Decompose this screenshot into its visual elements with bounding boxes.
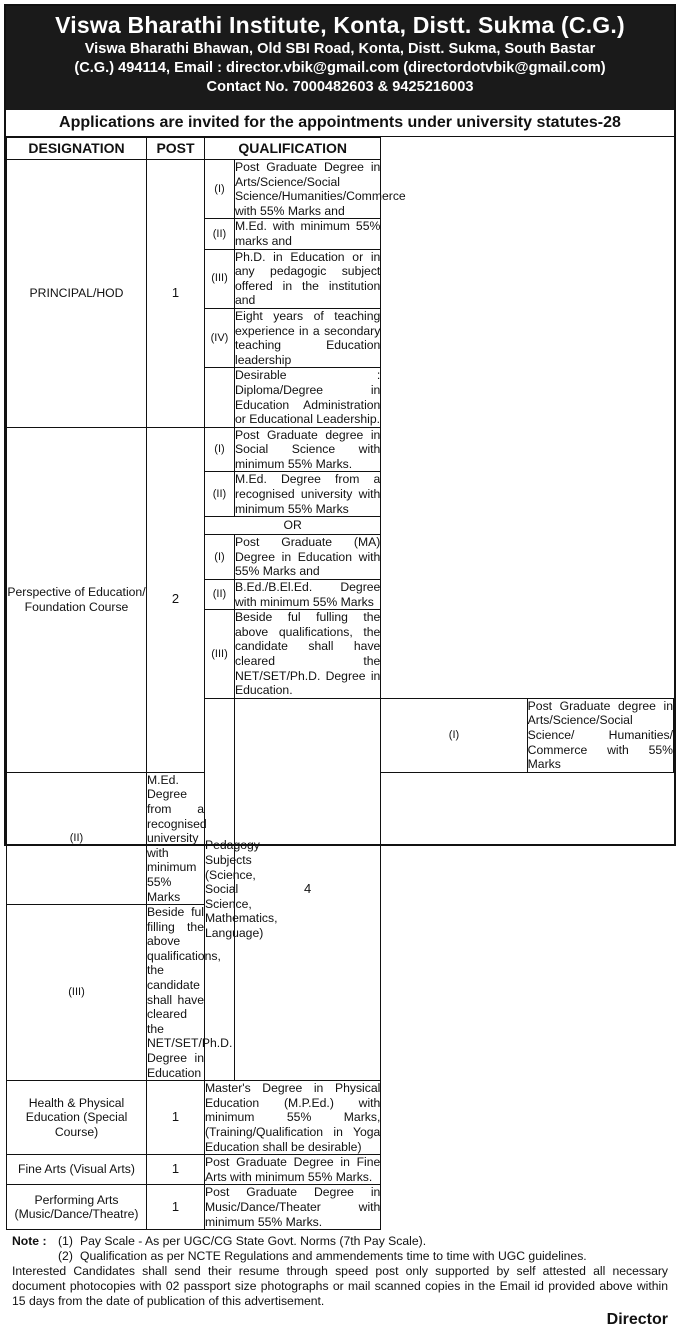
table-header-row [7,138,674,160]
qualification-text: M.Ed. with minimum 55% marks and [235,219,381,248]
address-line-1: Viswa Bharathi Bhawan, Old SBI Road, Konta, Distt. Sukma, South Bastar [84,41,596,57]
designation-cell: Perspective of Education/ Foundation Course [7,427,147,772]
qualification-text: Post Graduate degree in Arts/Science/Social Science/ Humanities/ Commerce with 55% Marks [527,698,673,772]
post-cell: 1 [147,1185,205,1230]
table-row [7,1081,674,1155]
note-number: (2) [58,1249,73,1264]
designation-cell: Health & Physical Education (Special Course) [7,1081,147,1155]
table-row [7,1185,674,1230]
qualification-text: Post Graduate Degree in Fine Arts with minimum 55% Marks. [205,1155,381,1184]
item-number: (II) [205,580,235,610]
table-row [7,427,674,472]
post-cell: 1 [147,1155,205,1185]
qualification-text: Post Graduate (MA) Degree in Education with 55% Marks and [235,535,381,579]
item-number [205,368,235,427]
note-2 [12,1249,668,1264]
item-number: (IV) [205,308,235,367]
qualification-text: Post Graduate Degree in Music/Dance/Theater with minimum 55% Marks. [205,1185,381,1229]
item-number: (III) [7,905,147,1081]
qualification-text: Beside ful filling the above qualifications, the candidate shall have cleared the NET/SET/Ph.D. Degree in Education [147,905,233,1080]
qualification-text: M.Ed. Degree from a recognised university with minimum 55% Marks [235,472,381,516]
item-number: (I) [205,535,235,580]
header-qualification: QUALIFICATION [205,138,381,160]
qualification-table [6,137,674,1230]
header [6,6,674,110]
or-separator: OR [205,517,381,535]
qualification-text: M.Ed. Degree from a recognised university with minimum 55% Marks [147,772,207,904]
signature: Director [606,1311,668,1329]
submission-instructions: Interested Candidates shall send their resume through speed post only supported by self attested all necessary document photocopies with 02 passport size photographs or mail scanned copies in the Email id provided above within 15 days from the date of publication of this advertisement. [12,1264,668,1309]
item-number: (I) [381,698,527,772]
item-number: (III) [205,610,235,699]
post-cell: 2 [147,427,205,772]
designation-cell: Pedagogy Subjects (Science, Social Science, Mathematics, Language) [205,698,235,1080]
institute-title: Viswa Bharathi Institute, Konta, Distt. Sukma (C.G.) [55,12,625,38]
qualification-text: Desirable : Diploma/Degree in Education Administration or Educational Leadership. [235,368,381,427]
qualification-text: B.Ed./B.El.Ed. Degree with minimum 55% Marks [235,580,381,609]
designation-cell: PRINCIPAL/HOD [7,160,147,428]
table-row [7,160,674,219]
note-number: (1) [58,1234,73,1249]
table-row [7,1155,674,1185]
header-post: POST [147,138,205,160]
qualification-text: Master's Degree in Physical Education (M.P.Ed.) with minimum 55% Marks, (Training/Qualification in Yoga Education shall be desirable) [205,1081,381,1154]
item-number: (I) [205,160,235,219]
qualification-text: Ph.D. in Education or in any pedagogic subject offered in the institution and [235,249,381,308]
designation-cell: Performing Arts (Music/Dance/Theatre) [7,1185,147,1230]
subtitle: Applications are invited for the appointments under university statutes-28 [6,110,674,137]
item-number: (III) [205,249,235,308]
advertisement [4,4,676,1329]
note-label: Note : [12,1234,47,1249]
post-cell: 1 [147,160,205,428]
qualification-text: Post Graduate Degree in Arts/Science/Social Science/Humanities/Commerce with 55% Marks and [235,160,406,218]
item-number: (II) [205,219,235,249]
header-designation: DESIGNATION [7,138,147,160]
item-number: (I) [205,427,235,472]
post-cell: 4 [235,698,381,1080]
post-cell: 1 [147,1081,205,1155]
item-number: (II) [205,472,235,517]
item-number: (II) [7,772,147,904]
notes-section [6,1230,674,1309]
address-line-2: (C.G.) 494114, Email : director.vbik@gmail.com (directordotvbik@gmail.com) [74,60,606,76]
note-text: Qualification as per NCTE Regulations and ammendements time to time with UGC guidelines. [80,1249,587,1264]
qualification-text: Beside ful fulling the above qualifications, the candidate shall have cleared the NET/SET/Ph.D. Degree in Education. [235,610,381,698]
contact-line: Contact No. 7000482603 & 9425216003 [206,79,474,95]
qualification-text: Post Graduate degree in Social Science with minimum 55% Marks. [235,427,381,471]
qualification-text: Eight years of teaching experience in a secondary teaching Education leadership [235,308,381,367]
designation-cell: Fine Arts (Visual Arts) [7,1155,147,1185]
note-1 [12,1234,668,1249]
note-text: Pay Scale - As per UGC/CG State Govt. Norms (7th Pay Scale). [80,1234,427,1249]
